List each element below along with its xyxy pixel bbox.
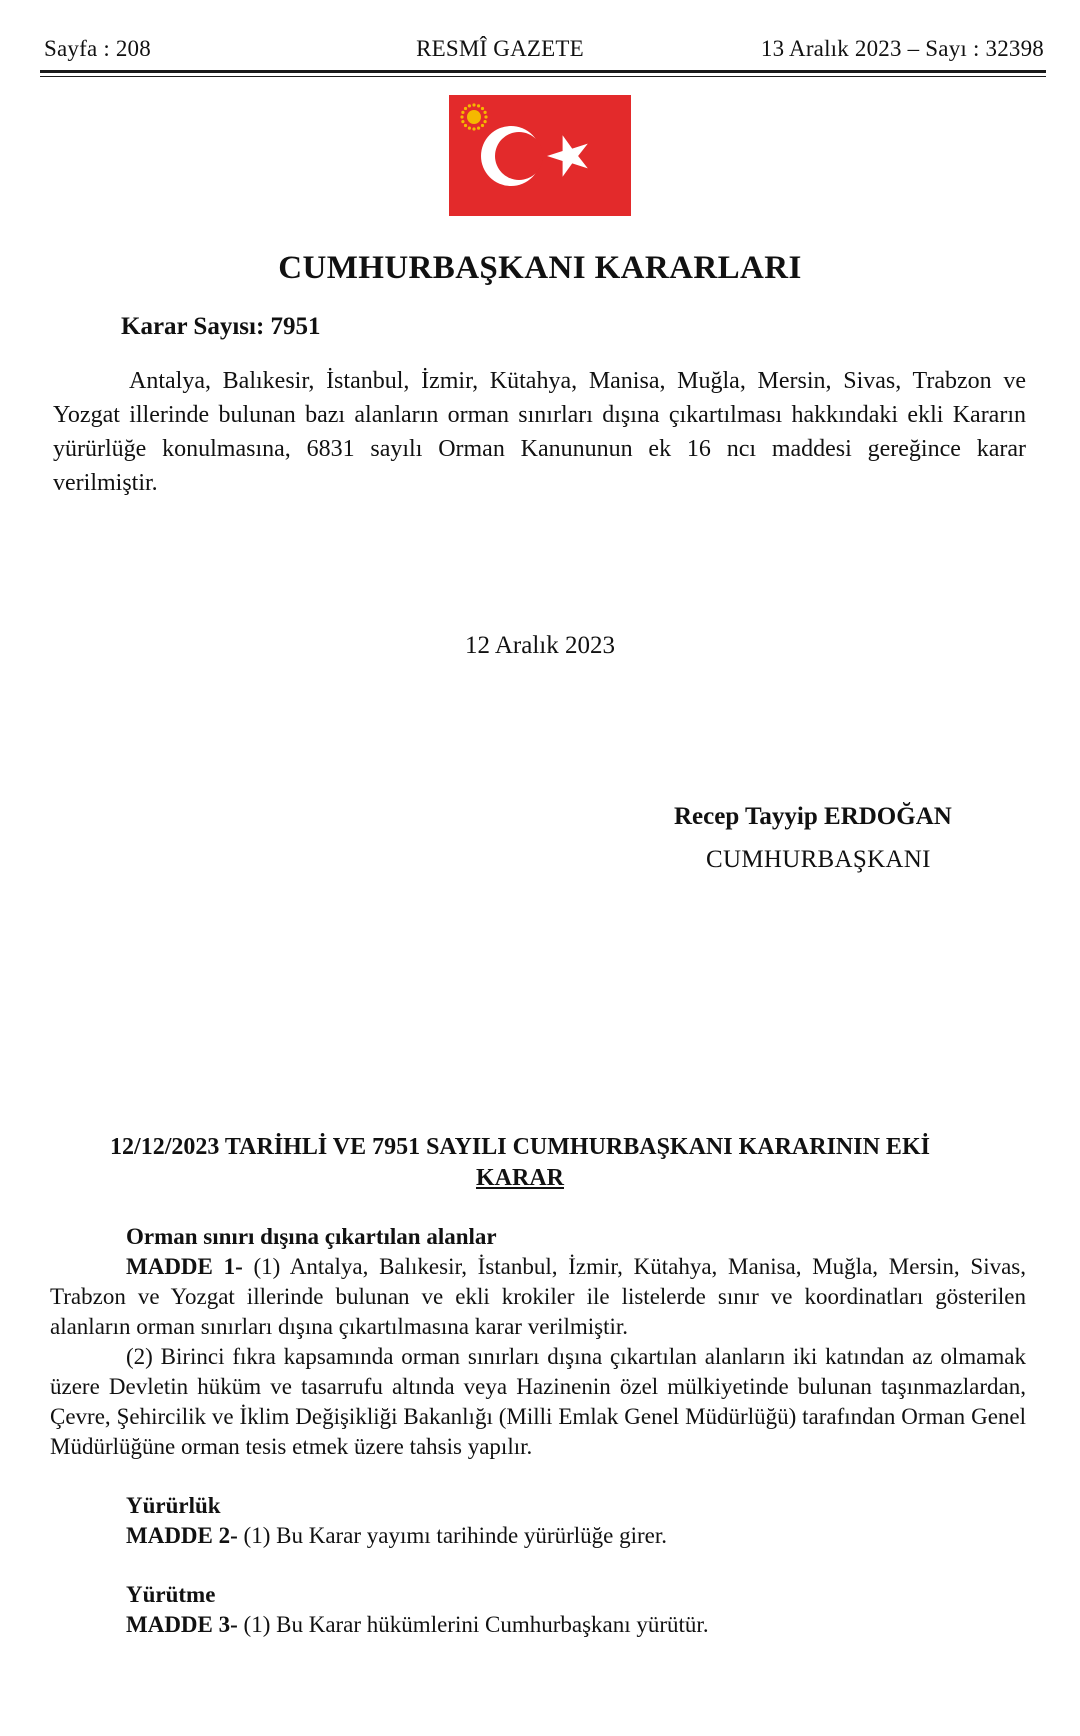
article-paragraph — [50, 1521, 1026, 1551]
article-paragraph: (2) Birinci fıkra kapsamında orman sınırları dışına çıkartılan alanların iki katından az olmamak üzere Devletin hüküm ve tasarrufu altında veya Hazinenin özel mülkiyetinde bulunan taşınmazlardan, Çevre, Şehircilik ve İklim Değişikliği Bakanlığı (Milli Emlak Genel Müdürlüğü) tarafından Orman Genel Müdürlüğüne orman tesis etmek üzere tahsis yapılır. — [50, 1344, 1026, 1459]
article-heading: Orman sınırı dışına çıkartılan alanlar — [126, 1224, 497, 1249]
turkish-flag-presidential-icon — [449, 95, 631, 216]
annex-title-line1: 12/12/2023 TARİHLİ VE 7951 SAYILI CUMHURBAŞKANI KARARININ EKİ — [110, 1134, 930, 1160]
seal-star-icon — [483, 120, 486, 123]
seal-star-icon — [468, 126, 471, 129]
article-section — [50, 1491, 1026, 1551]
article-label: MADDE 2- — [126, 1523, 238, 1548]
signatory-title: CUMHURBAŞKANI — [706, 846, 931, 873]
seal-star-icon — [472, 103, 475, 106]
header-rule-thin — [40, 76, 1046, 77]
page-number: Sayfa : 208 — [44, 36, 151, 61]
seal-star-icon — [481, 124, 484, 127]
article-paragraph — [50, 1252, 1026, 1342]
seal-star-icon — [461, 111, 464, 114]
seal-star-icon — [477, 104, 480, 107]
annex-title — [0, 1132, 1040, 1194]
seal-star-icon — [481, 107, 484, 110]
seal-star-icon — [472, 127, 475, 130]
seal-star-icon — [461, 120, 464, 123]
annex-title-line2: KARAR — [476, 1165, 564, 1191]
page-title: CUMHURBAŞKANI KARARLARI — [278, 250, 802, 286]
article-heading: Yürürlük — [126, 1493, 221, 1518]
seal-star-icon — [460, 115, 463, 118]
article-section — [50, 1580, 1026, 1640]
article-paragraph — [50, 1610, 1026, 1640]
signatory-name: Recep Tayyip ERDOĞAN — [674, 803, 952, 830]
seal-star-icon — [468, 104, 471, 107]
decision-date: 12 Aralık 2023 — [465, 632, 615, 659]
article-text: (1) Bu Karar yayımı tarihinde yürürlüğe girer. — [237, 1523, 667, 1548]
article-label: MADDE 3- — [126, 1612, 238, 1637]
decision-number: Karar Sayısı: 7951 — [121, 313, 321, 340]
seal-star-icon — [477, 126, 480, 129]
intro-paragraph: Antalya, Balıkesir, İstanbul, İzmir, Kütahya, Manisa, Muğla, Mersin, Sivas, Trabzon ve Yozgat illerinde bulunan bazı alanların orman sınırları dışına çıkartılması hakkındaki ekli Kararın yürürlüğe konulmasına, 6831 sayılı Orman Kanununun ek 16 ncı maddesi gereğince karar verilmiştir. — [53, 368, 1026, 496]
article-heading: Yürütme — [126, 1582, 216, 1607]
article-label: MADDE 1- — [126, 1254, 243, 1279]
header-rule-thick — [40, 70, 1046, 73]
seal-star-icon — [484, 115, 487, 118]
seal-star-icon — [483, 111, 486, 114]
seal-star-icon — [464, 107, 467, 110]
article-section — [50, 1222, 1026, 1462]
gazette-header — [44, 36, 1044, 66]
issue-date-number: 13 Aralık 2023 – Sayı : 32398 — [760, 36, 1044, 61]
article-text: (1) Bu Karar hükümlerini Cumhurbaşkanı yürütür. — [237, 1612, 709, 1637]
article-text: (1) Antalya, Balıkesir, İstanbul, İzmir, Kütahya, Manisa, Muğla, Mersin, Sivas, Trabzon ve Yozgat illerinde bulunan ve ekli krokiler ile listelerde sınır ve koordinatları gösterilen alanların orman sınırları dışına çıkartılmasına karar verilmiştir. — [50, 1254, 1026, 1339]
seal-star-icon — [464, 124, 467, 127]
gazette-name: RESMÎ GAZETE — [416, 36, 584, 61]
